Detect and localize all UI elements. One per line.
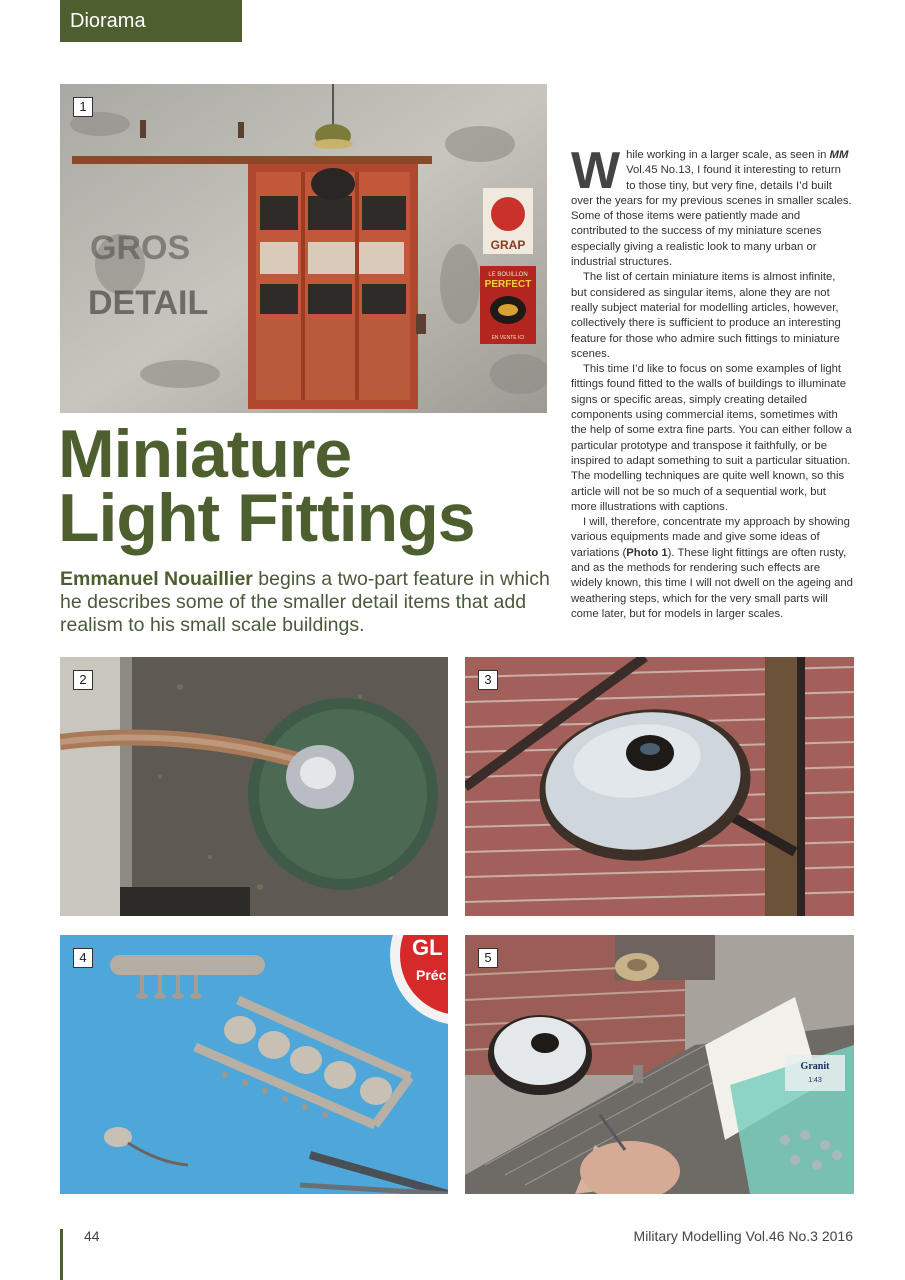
standfirst [60,568,550,637]
tin-text-1: GL [412,935,443,960]
poster1-text: GRAP [490,238,526,252]
photo-1 [60,84,547,413]
photo-2 [60,657,448,916]
footer-credit: Military Modelling Vol.46 No.3 2016 [633,1228,853,1244]
paragraph-4 [571,515,853,622]
poster2-top: LE BOUILLON [488,272,528,278]
photo-number: 1 [73,97,93,117]
footer-bar [60,1229,63,1280]
photo-5 [465,935,854,1194]
photo-reference: Photo 1 [626,546,668,559]
body-text [571,142,853,622]
paragraph-3: This time I’d like to focus on some examples of light fittings found fitted to the walls of buildings to illuminate signs or specific areas, simply creating detailed components using commercial items, sometimes with the help of some extra fine parts. You can either follow a particular prototype and transpose it faithfully, or be inspired to adapt something to suit a particular situation. The modelling techniques are quite well known, so this article will not be so much of a sequential work, but more illustrations with captions. [571,363,852,513]
photo-number: 5 [478,948,498,968]
photo-number: 3 [478,670,498,690]
article-title [58,416,558,556]
wall-text-2: DETAIL [88,284,209,322]
bag-text-2: 1:43 [808,1077,822,1084]
paragraph-1 [571,142,853,270]
paragraph-1-text-b: Vol.45 No.13, I found it interesting to return to those tiny, but very fine, details I’d built over the years for my previous scenes in smaller scales. Some of those items were patiently made and contributed to the success of my miniature scenes especially giving a realistic look to many urban or industrial structures. [571,164,852,269]
paragraph-4-text-b: ). These light fittings are often rusty, and as the methods for rendering such effects are widely known, this time I will not dwell on the ageing and weathering steps, which for the very small parts will come later, but for models in larger scales. [571,546,853,620]
drop-cap: W [571,142,621,200]
poster2-bottom: EN VENTE ICI [491,335,525,341]
author-name: Emmanuel Nouaillier [60,568,253,590]
magazine-abbrev: MM [829,149,849,161]
title-line-1: Miniature [58,416,352,492]
bag-text-1: Granit [800,1061,830,1072]
paragraph-1-text-a: hile working in a larger scale, as seen in [626,149,830,161]
photo-4 [60,935,448,1194]
paragraph-4-text-a: I will, therefore, concentrate my approach by showing various equipments made and give some ideas of variations ( [571,516,850,559]
wall-text-1: GROS [90,229,191,267]
photo-number: 4 [73,948,93,968]
photo-3 [465,657,854,916]
section-tab: Diorama [60,0,242,42]
page-number: 44 [84,1228,100,1244]
poster2-title: PERFECT [484,279,532,290]
standfirst-text: begins a two-part feature in which he describes some of the smaller detail items that add realism to his small scale buildings. [60,568,550,636]
title-line-2: Light Fittings [58,480,475,556]
paragraph-2: The list of certain miniature items is almost infinite, but considered as singular items, alone they are not really subject material for modelling articles, however, collectively there is sufficient to produce an interesting feature for those who admire such fittings to miniature scenes. [571,271,841,360]
tin-text-2: Préc [416,967,447,983]
photo-number: 2 [73,670,93,690]
